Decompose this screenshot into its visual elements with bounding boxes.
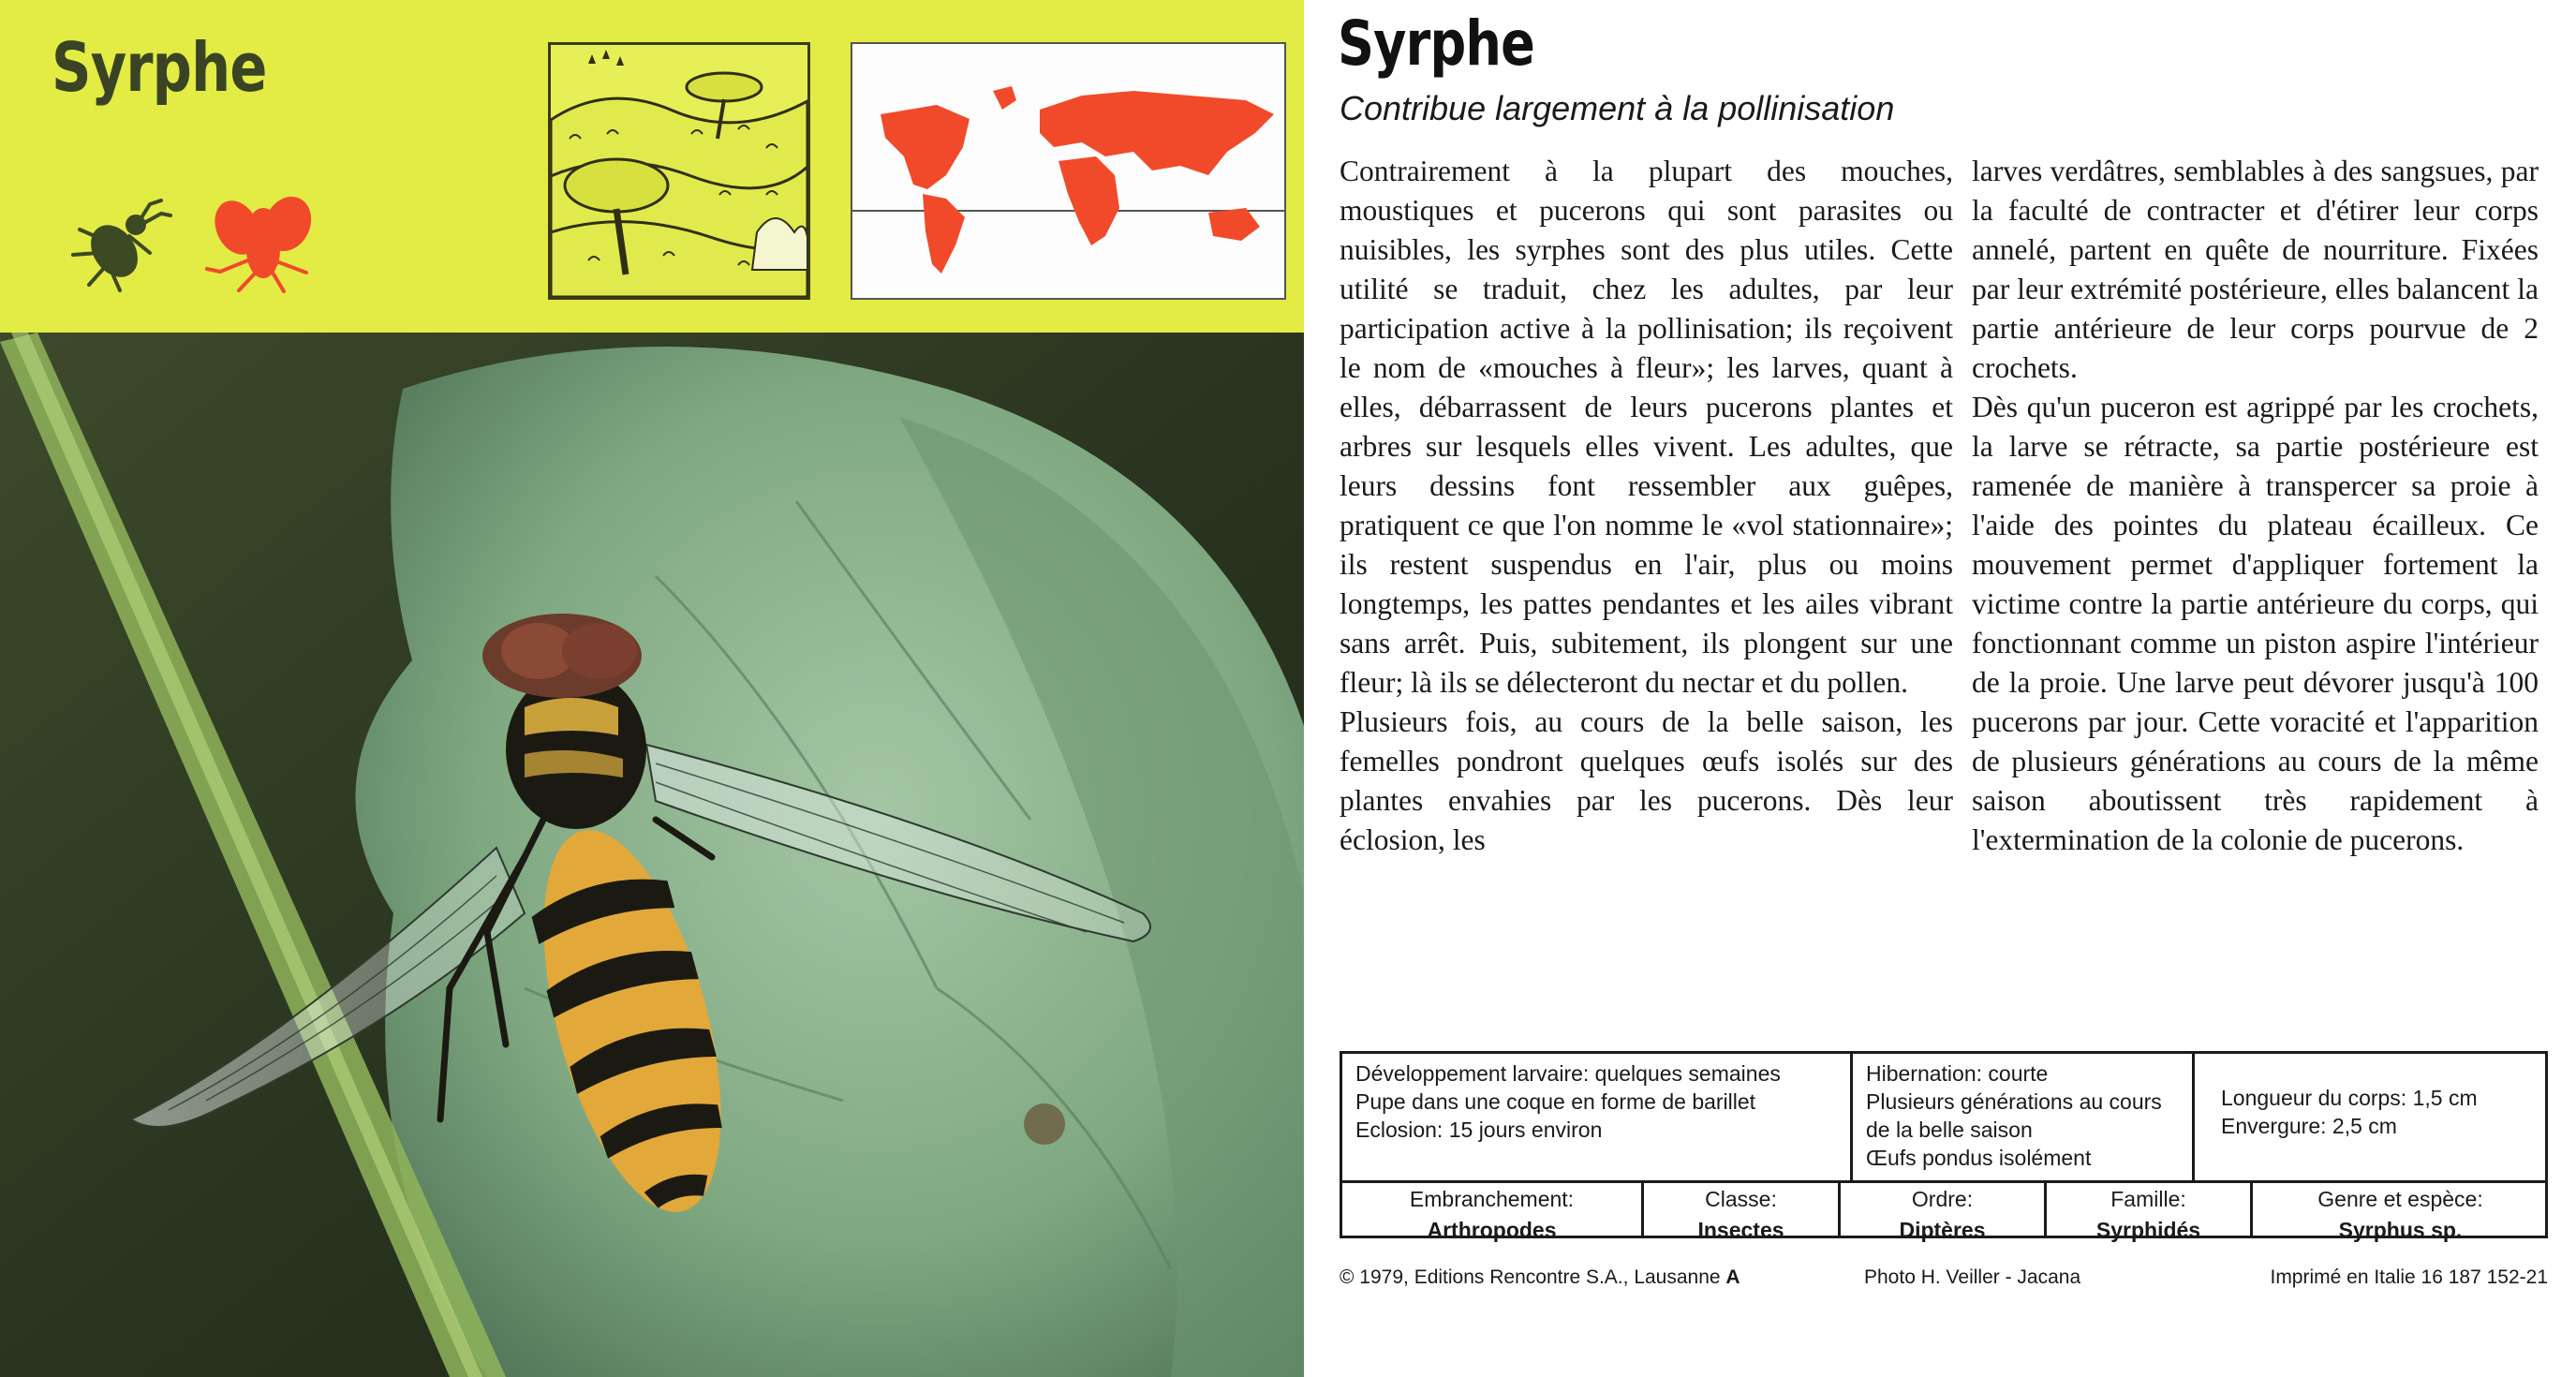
hoverfly-photo — [0, 333, 1304, 1377]
size-line: Envergure: 2,5 cm — [2221, 1114, 2397, 1138]
hibernation-line: Plusieurs générations au cours — [1866, 1089, 2162, 1114]
paragraph: Dès qu'un puceron est agrippé par les crochets, la larve se rétracte, sa partie postérieure est ramenée de manière à transpercer sa proie à l'aide des pointes du plateau écailleux. Ce mouvement permet d'appliquer fortement la victime contre la partie antérieure du corps, qui fonctionnant comme un piston aspire l'intérieur de la proie. Une larve peut dévorer jusqu'à 100 pucerons par jour. Cette voracité et l'apparition de plusieurs générations au cours de la même saison aboutissent très rapidement à l'extermination de la colonie de pucerons. — [1972, 391, 2539, 856]
article-title: Syrphe — [1338, 7, 1535, 80]
footer-print-info: Imprimé en Italie 16 187 152-21 — [2270, 1266, 2548, 1288]
paragraph: Plusieurs fois, au cours de la belle saison, les femelles pondront quelques œufs isolés sur des plantes envahies par les pucerons. Dès leur éclosion, les — [1340, 705, 1953, 856]
hibernation-line: de la belle saison — [1866, 1118, 2033, 1142]
development-line: Eclosion: 15 jours environ — [1355, 1118, 1603, 1142]
taxonomy-value: Insectes — [1697, 1218, 1784, 1242]
fly-icon — [201, 183, 323, 300]
taxonomy-value: Syrphidés — [2095, 1218, 2201, 1242]
taxonomy-value: Syrphus sp. — [2338, 1218, 2463, 1242]
footer-copyright — [1340, 1266, 1740, 1289]
taxonomy-label: Ordre: — [1911, 1187, 1974, 1211]
info-table — [1340, 1051, 2548, 1242]
paragraph: larves verdâtres, semblables à des sangsues, par la faculté de contracter et d'étirer leur corps annelé, partent en quête de nourriture. Fixées par leur extrémité postérieure, elles balancent la partie antérieure de leur corps pourvue de 2 crochets. — [1972, 155, 2539, 384]
footer-photo-credit: Photo H. Veiller - Jacana — [1864, 1266, 2081, 1288]
hibernation-line: Hibernation: courte — [1866, 1061, 2049, 1086]
taxonomy-label: Classe: — [1705, 1187, 1777, 1211]
taxonomy-label: Famille: — [2110, 1187, 2186, 1211]
taxonomy-value: Arthropodes — [1427, 1218, 1557, 1242]
size-line: Longueur du corps: 1,5 cm — [2221, 1086, 2478, 1110]
taxonomy-genre-espece — [2253, 1183, 2548, 1242]
card-title: Syrphe — [52, 28, 267, 107]
info-row-biology — [1342, 1054, 2545, 1183]
paragraph: Contrairement à la plupart des mouches, moustiques et pucerons qui sont parasites ou nuisibles, les syrphes sont des plus utiles. Cette utilité se traduit, chez les adultes, par leur participation active à la pollinisation; ils reçoivent le nom de «mouches à fleur»; les larves, quant à elles, débarrassent de leurs pucerons plantes et arbres sur lesquels elles vivent. Les adultes, que leurs dessins font ressembler aux guêpes, pratiquent ce que l'on nomme le «vol stationnaire»; ils restent suspendus en l'air, plus ou moins longtemps, les pattes pendantes et les ailes vibrant sans arrêt. Puis, subitement, ils plongent sur une fleur; là ils se délecteront du nectar et du pollen. — [1340, 155, 1953, 699]
beetle-icon — [56, 187, 178, 295]
taxonomy-ordre — [1841, 1183, 2047, 1242]
header-band — [0, 0, 1304, 333]
copyright-mark: A — [1725, 1266, 1740, 1288]
taxonomy-label: Genre et espèce: — [2317, 1187, 2483, 1211]
taxonomy-embranchement — [1342, 1183, 1644, 1242]
world-distribution-map — [851, 42, 1286, 300]
taxonomy-famille — [2047, 1183, 2253, 1242]
article-subtitle: Contribue largement à la pollinisation — [1340, 89, 1895, 127]
taxonomy-label: Embranchement: — [1409, 1187, 1575, 1211]
info-row-taxonomy — [1342, 1183, 2545, 1242]
article-column-1 — [1340, 152, 1953, 860]
habitat-illustration — [548, 42, 810, 300]
hibernation-cell — [1853, 1054, 2195, 1180]
development-cell — [1342, 1054, 1853, 1180]
footer — [1340, 1266, 2548, 1298]
article-column-2 — [1972, 152, 2539, 860]
development-line: Pupe dans une coque en forme de barillet — [1355, 1089, 1756, 1114]
hibernation-line: Œufs pondus isolément — [1866, 1146, 2092, 1170]
size-cell — [2195, 1054, 2548, 1180]
taxonomy-classe — [1644, 1183, 1841, 1242]
copyright-text: © 1979, Editions Rencontre S.A., Lausanne — [1340, 1266, 1721, 1288]
development-line: Développement larvaire: quelques semaines — [1355, 1061, 1781, 1086]
taxonomy-value: Diptères — [1899, 1218, 1986, 1242]
